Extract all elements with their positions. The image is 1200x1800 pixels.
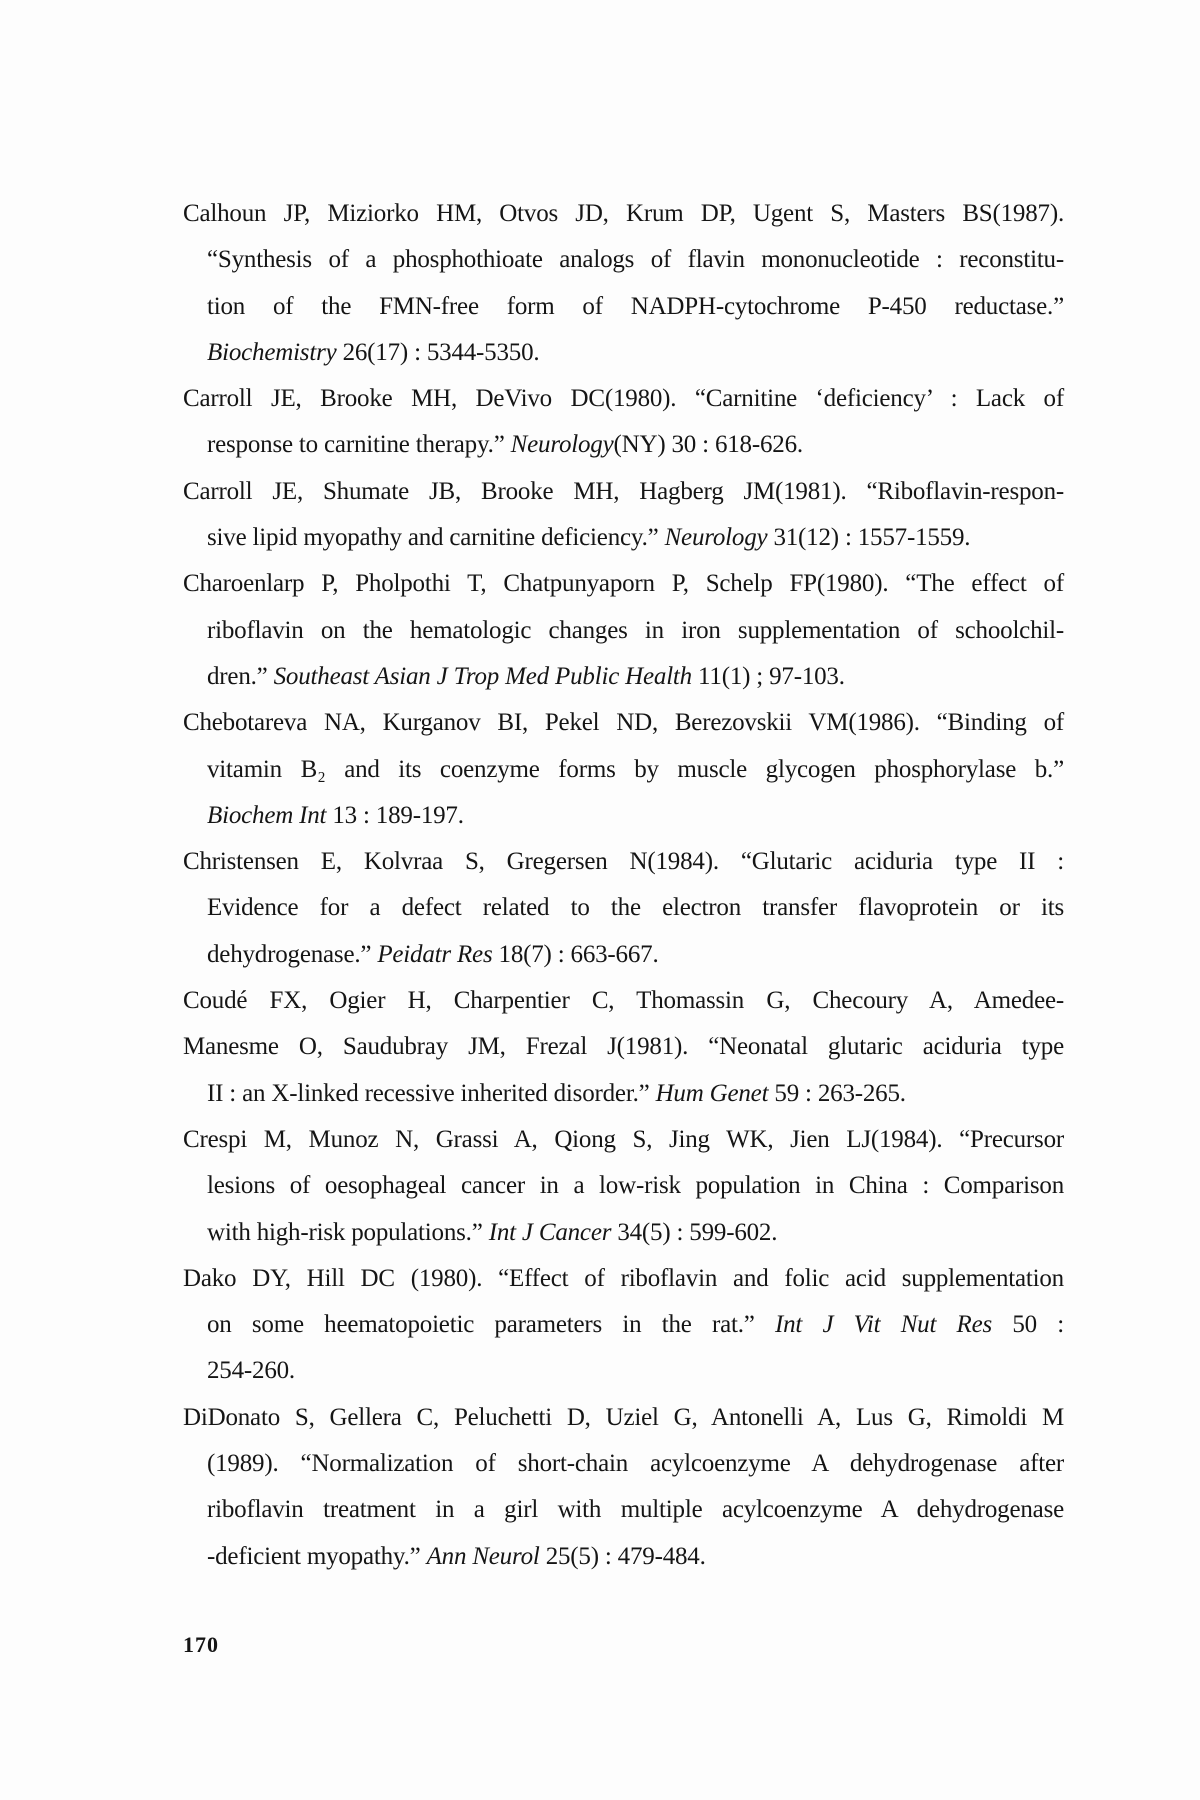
reference-text: Christensen E, Kolvraa S, Gregersen N(1984). “Glutaric aciduria type II : <box>183 848 1064 876</box>
reference-line <box>183 561 1064 607</box>
reference-text: response to carnitine therapy.” <box>207 431 511 459</box>
reference-text: 25(5) : 479-484. <box>539 1542 706 1570</box>
reference-line <box>183 932 1064 978</box>
reference-line <box>183 1071 1064 1117</box>
journal-name: Biochem Int <box>207 801 327 829</box>
reference-text: riboflavin treatment in a girl with multiple acylcoenzyme A dehydrogenase <box>207 1496 1064 1524</box>
reference-text: 13 : 189-197. <box>326 801 464 829</box>
reference-line <box>183 1210 1064 1256</box>
reference-text: Dako DY, Hill DC (1980). “Effect of riboflavin and folic acid supplementation <box>183 1264 1064 1292</box>
reference-text: (1989). “Normalization of short-chain acylcoenzyme A dehydrogenase after <box>207 1450 1064 1478</box>
reference-line <box>183 1348 1064 1394</box>
reference-text: Carroll JE, Shumate JB, Brooke MH, Hagberg JM(1981). “Riboflavin-respon- <box>183 477 1064 505</box>
reference-line <box>183 1534 1064 1580</box>
reference-line <box>183 1487 1064 1533</box>
reference-entry <box>183 1256 1064 1395</box>
reference-entry <box>183 1117 1064 1256</box>
reference-text: vitamin B₂ and its coenzyme forms by muscle glycogen phosphorylase b.” <box>207 755 1064 783</box>
reference-line <box>183 747 1064 793</box>
reference-line <box>183 654 1064 700</box>
reference-text: II : an X-linked recessive inherited disorder.” <box>207 1079 656 1107</box>
reference-line <box>183 330 1064 376</box>
reference-line <box>183 376 1064 422</box>
reference-text: Chebotareva NA, Kurganov BI, Pekel ND, Berezovskii VM(1986). “Binding of <box>183 709 1064 737</box>
reference-entry <box>183 469 1064 562</box>
reference-text: (NY) 30 : 618-626. <box>613 431 803 459</box>
reference-text: on some heematopoietic parameters in the rat.” <box>207 1311 775 1339</box>
reference-text: Crespi M, Munoz N, Grassi A, Qiong S, Jing WK, Jien LJ(1984). “Precursor <box>183 1125 1064 1153</box>
reference-entry <box>183 1395 1064 1580</box>
reference-line <box>183 839 1064 885</box>
reference-text: Calhoun JP, Miziorko HM, Otvos JD, Krum DP, Ugent S, Masters BS(1987). <box>183 200 1064 227</box>
journal-name: Int J Vit Nut Res <box>775 1311 993 1339</box>
reference-text: 50 : <box>992 1311 1064 1339</box>
reference-line <box>183 1117 1064 1163</box>
reference-line <box>183 1256 1064 1302</box>
reference-text: 26(17) : 5344-5350. <box>336 338 540 366</box>
journal-name: Ann Neurol <box>426 1542 540 1570</box>
reference-text: “Synthesis of a phosphothioate analogs of flavin mononucleotide : reconstitu- <box>207 246 1064 274</box>
reference-text: 18(7) : 663-667. <box>492 940 659 968</box>
reference-text: 31(12) : 1557-1559. <box>767 524 971 552</box>
reference-entry <box>183 191 1064 376</box>
reference-text: sive lipid myopathy and carnitine deficiency.” <box>207 524 665 552</box>
reference-line <box>183 191 1064 237</box>
reference-line <box>183 422 1064 468</box>
reference-line <box>183 608 1064 654</box>
reference-line <box>183 700 1064 746</box>
reference-line <box>183 885 1064 931</box>
reference-text: 59 : 263-265. <box>768 1079 906 1107</box>
reference-line <box>183 284 1064 330</box>
journal-name: Neurology <box>510 431 614 459</box>
reference-line <box>183 1395 1064 1441</box>
reference-line <box>183 237 1064 283</box>
journal-name: Biochemistry <box>207 338 337 366</box>
reference-line <box>183 1441 1064 1487</box>
reference-list <box>183 191 1064 1580</box>
reference-entry <box>183 839 1064 978</box>
reference-text: lesions of oesophageal cancer in a low-risk population in China : Comparison <box>207 1172 1064 1200</box>
reference-line <box>183 469 1064 515</box>
reference-text: riboflavin on the hematologic changes in iron supplementation of schoolchil- <box>207 616 1064 644</box>
reference-text: Carroll JE, Brooke MH, DeVivo DC(1980). “Carnitine ‘deficiency’ : Lack of <box>183 385 1064 413</box>
reference-text: tion of the FMN-free form of NADPH-cytochrome P-450 reductase.” <box>207 292 1064 320</box>
reference-line <box>183 1024 1064 1070</box>
reference-line <box>183 1302 1064 1348</box>
reference-text: with high-risk populations.” <box>207 1218 489 1246</box>
reference-text: 34(5) : 599-602. <box>611 1218 778 1246</box>
reference-text: dren.” <box>207 662 274 690</box>
reference-text: dehydrogenase.” <box>207 940 378 968</box>
reference-text: -deficient myopathy.” <box>207 1542 427 1570</box>
reference-line <box>183 1163 1064 1209</box>
reference-line <box>183 515 1064 561</box>
page-number: 170 <box>183 1632 219 1657</box>
reference-entry <box>183 561 1064 700</box>
reference-text: DiDonato S, Gellera C, Peluchetti D, Uziel G, Antonelli A, Lus G, Rimoldi M <box>183 1403 1064 1431</box>
journal-name: Peidatr Res <box>377 940 493 968</box>
journal-name: Southeast Asian J Trop Med Public Health <box>273 662 692 690</box>
reference-text: Coudé FX, Ogier H, Charpentier C, Thomassin G, Checoury A, Amedee- <box>183 987 1064 1015</box>
journal-name: Hum Genet <box>655 1079 769 1107</box>
reference-text: Evidence for a defect related to the electron transfer flavoprotein or its <box>207 894 1064 922</box>
reference-line <box>183 978 1064 1024</box>
reference-entry <box>183 700 1064 839</box>
reference-text: 254-260. <box>207 1357 295 1385</box>
journal-name: Neurology <box>664 524 768 552</box>
reference-entry <box>183 376 1064 469</box>
reference-text: 11(1) ; 97-103. <box>691 662 845 690</box>
reference-line <box>183 793 1064 839</box>
reference-entry <box>183 978 1064 1117</box>
journal-name: Int J Cancer <box>488 1218 612 1246</box>
reference-text: Charoenlarp P, Pholpothi T, Chatpunyaporn P, Schelp FP(1980). “The effect of <box>183 570 1064 598</box>
reference-text: Manesme O, Saudubray JM, Frezal J(1981). “Neonatal glutaric aciduria type <box>183 1033 1064 1061</box>
